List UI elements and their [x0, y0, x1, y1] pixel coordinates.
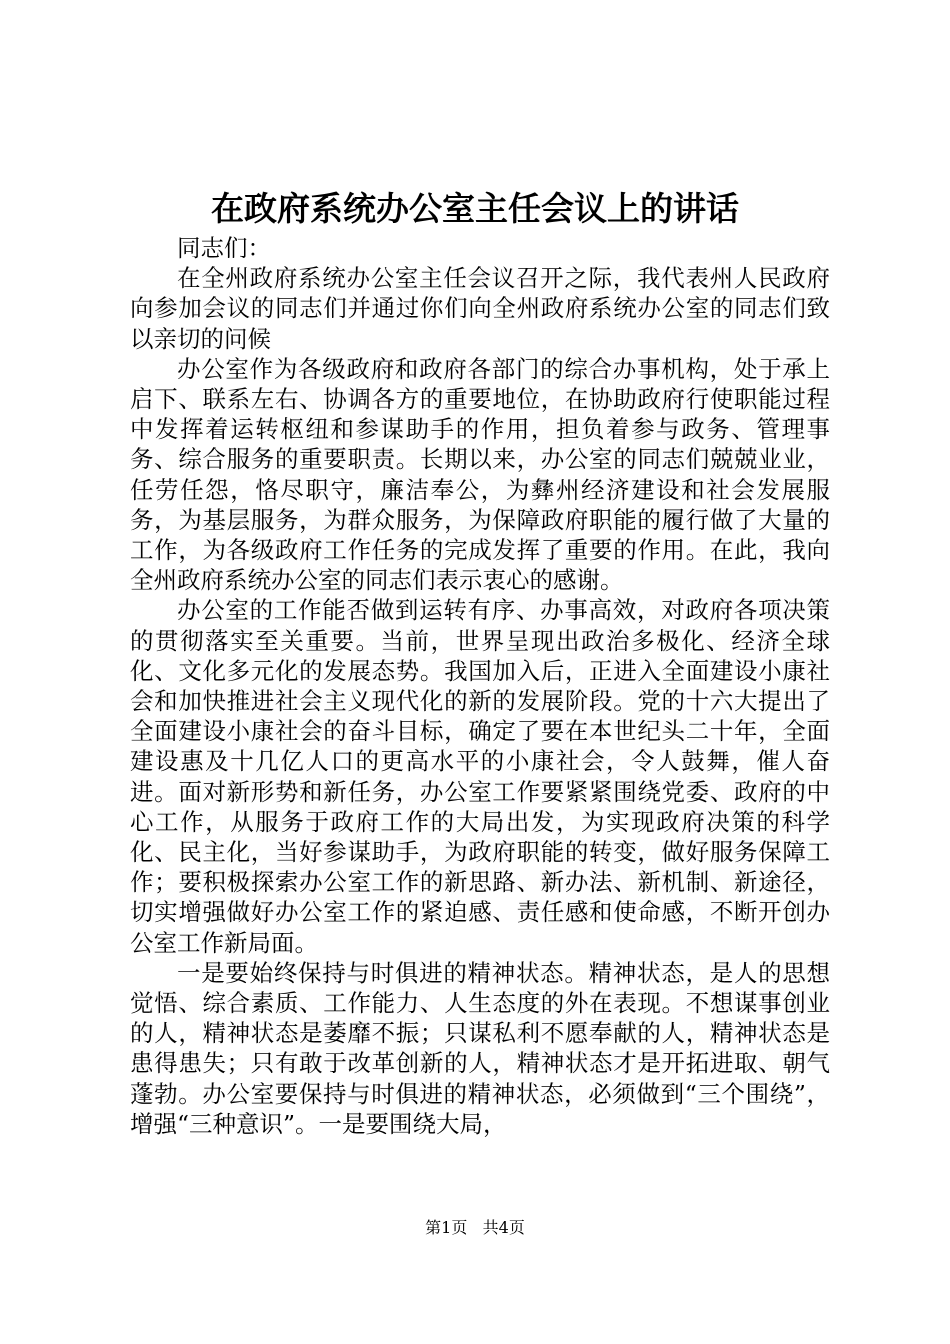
body-paragraph-3: 办公室的工作能否做到运转有序、办事高效，对政府各项决策的贯彻落实至关重要。当前，世界呈现出政治多极化、经济全球化、文化多元化的发展态势。我国加入后，正进入全面建设小康社会和加快推进社会主义现代化的新的发展阶段。党的十六大提出了全面建设小康社会的奋斗目标，确定了要在本世纪头二十年，全面建设惠及十几亿人口的更高水平的小康社会，令人鼓舞，催人奋进。面对新形势和新任务，办公室工作要紧紧围绕党委、政府的中心工作，从服务于政府工作的大局出发，为实现政府决策的科学化、民主化，当好参谋助手，为政府职能的转变，做好服务保障工作；要积极探索办公室工作的新思路、新办法、新机制、新途径，切实增强做好办公室工作的紧迫感、责任感和使命感，不断开创办公室工作新局面。 — [130, 596, 830, 957]
body-paragraph-2: 办公室作为各级政府和政府各部门的综合办事机构，处于承上启下、联系左右、协调各方的重要地位，在协助政府行使职能过程中发挥着运转枢纽和参谋助手的作用，担负着参与政务、管理事务、综合服务的重要职责。长期以来，办公室的同志们兢兢业业，任劳任怨，恪尽职守，廉洁奉公，为彝州经济建设和社会发展服务，为基层服务，为群众服务，为保障政府职能的履行做了大量的工作，为各级政府工作任务的完成发挥了重要的作用。在此，我向全州政府系统办公室的同志们表示衷心的感谢。 — [130, 354, 830, 595]
salutation-paragraph: 同志们： — [177, 234, 271, 262]
document-body — [130, 233, 830, 1139]
document-title: 在政府系统办公室主任会议上的讲话 — [211, 189, 739, 228]
page-total: 共4页 — [482, 1218, 525, 1237]
body-paragraph-1: 在全州政府系统办公室主任会议召开之际，我代表州人民政府向参加会议的同志们并通过你们向全州政府系统办公室的同志们致以亲切的问候 — [130, 264, 830, 353]
footer-separator — [472, 1218, 477, 1237]
page-footer — [0, 1216, 950, 1240]
page-number: 第1页 — [425, 1218, 468, 1237]
body-paragraph-4: 一是要始终保持与时俱进的精神状态。精神状态，是人的思想觉悟、综合素质、工作能力、人生态度的外在表现。不想谋事创业的人，精神状态是萎靡不振；只谋私利不愿奉献的人，精神状态是患得患失；只有敢于改革创新的人，精神状态才是开拓进取、朝气蓬勃。办公室要保持与时俱进的精神状态，必须做到“三个围绕”，增强“三种意识”。一是要围绕大局， — [130, 958, 830, 1138]
